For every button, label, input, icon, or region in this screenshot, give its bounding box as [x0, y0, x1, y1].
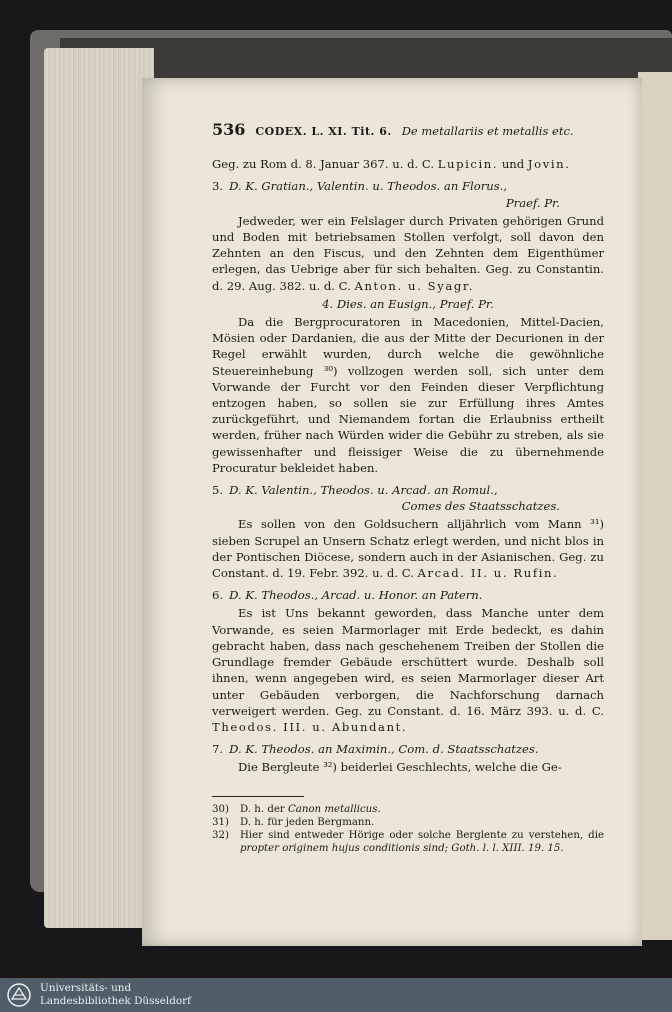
section-6-heading: 6. D. K. Theodos., Arcad. u. Honor. an Patern.: [212, 588, 483, 603]
footnote: 30) D. h. der Canon metallicus.: [212, 803, 381, 815]
library-footer-bar: [0, 978, 672, 1012]
section-4-text: Da die Bergprocuratoren in Macedonien, Mittel-Dacien, Mösien oder Dardanien, die aus der Mitte der Decurionen in der Regel erwählt wurden, durch welche die gewöhnliche Steuereinhebung ³⁰) vollzogen werden soll, sich unter dem Vorwande der Furcht vor den Feinden dieser Verpflichtung entzogen haben, so sollen sie zur Erfüllung ihres Amtes zurückgeführt, und Niemandem fortan die Erlaubniss ertheilt werden, früher nach Würden wider die Gebühr zu streben, als sie gewissenhafter und fleissiger Weise die zu übernehmende Procuratur bekleidet haben.: [212, 315, 604, 475]
running-title-italic: De metallariis et metallis etc.: [401, 124, 574, 138]
section-7-heading: 7. D. K. Theodos. an Maximin., Com. d. Staatsschatzes.: [212, 742, 539, 757]
library-name: Universitäts- und Landesbibliothek Düsseldorf: [40, 982, 191, 1007]
footnote-rule: [212, 796, 304, 797]
page-text: [212, 122, 604, 855]
section-5-text: Es sollen von den Goldsuchern alljährlich vom Mann ³¹) sieben Scrupel an Unsern Schatz erlegt werden, und nicht blos in der Pontischen Diöcese, sondern auch in der Asianischen. Geg. zu Constant. d. 19. Febr. 392. u. d. C. Arcad. II. u. Rufin.: [212, 517, 604, 581]
page-edges: [44, 48, 154, 928]
running-title: CODEX. L. XI. Tit. 6.: [255, 125, 392, 138]
page-number: 536: [212, 120, 246, 139]
section-3-heading: 3. D. K. Gratian., Valentin. u. Theodos. an Florus., Praef. Pr.: [212, 179, 560, 210]
section-6-text: Es ist Uns bekannt geworden, dass Manche unter dem Vorwande, es seien Marmorlager mit Erde bedeckt, es dahin gebracht haben, dass nach geschehenem Treiben der Stollen die Grundlage fremder Gebäude erschüttert wurde. Deshalb soll ihnen, wenn angegeben wird, es seien Marmorlager dieser Art unter Gebäuden verborgen, die Nachforschung darnach verweigert werden. Geg. zu Constant. d. 16. März 393. u. d. C. Theodos. III. u. Abundant.: [212, 606, 604, 734]
section-5-heading: 5. D. K. Valentin., Theodos. u. Arcad. an Romul., Comes des Staatsschatzes.: [212, 483, 560, 514]
footnote: 31) D. h. für jeden Bergmann.: [212, 816, 375, 828]
section-4-heading: 4. Dies. an Eusign., Praef. Pr.: [322, 296, 494, 311]
library-logo-icon: [6, 982, 32, 1008]
section-3-text: Jedweder, wer ein Felslager durch Privaten gehörigen Grund und Boden mit betriebsamen Stollen verfolgt, soll davon den Zehnten an den Fiscus, und den Zehnten dem Eigenthümer erlegen, das Uebrige aber für sich behalten. Geg. zu Constantin. d. 29. Aug. 382. u. d. C. Anton. u. Syagr.: [212, 213, 604, 293]
running-head: [212, 122, 604, 140]
facing-page-edge: [638, 72, 672, 940]
footnote: 32) Hier sind entweder Hörige oder solche Berglente zu verstehen, die propter originem hujus conditionis sind; Goth. l. l. XIII. 19. 15.: [212, 829, 604, 854]
book-page: [142, 78, 642, 946]
intro-paragraph: Geg. zu Rom d. 8. Januar 367. u. d. C. Lupicin. und Jovin.: [212, 157, 571, 172]
section-7-text: Die Bergleute ³²) beiderlei Geschlechts, welche die Ge-: [238, 760, 562, 775]
